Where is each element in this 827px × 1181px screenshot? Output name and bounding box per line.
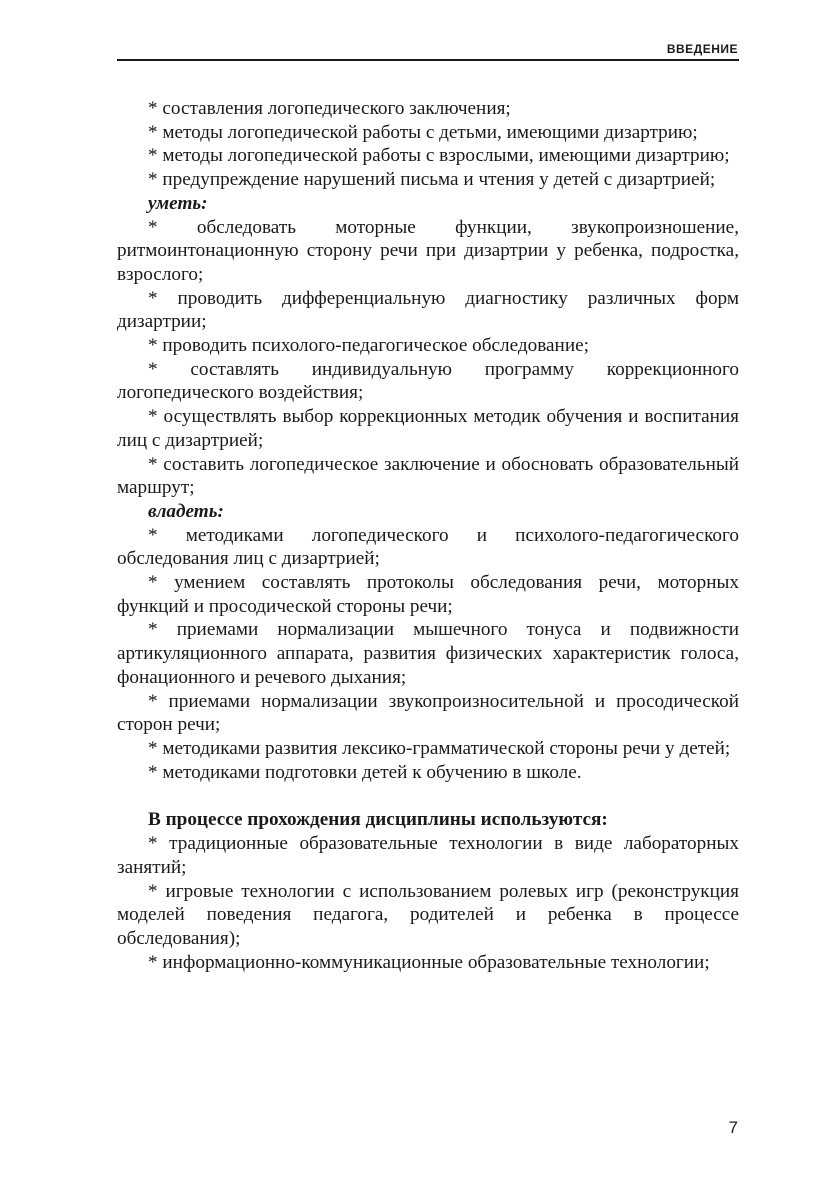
can-heading: уметь:: [148, 192, 208, 214]
can-item: * обследовать моторные функции, звукопроизношение, ритмоинтонационную сторону речи при дизартрии у ребенка, подростка, взрослого;: [117, 216, 739, 285]
master-item: * приемами нормализации звукопроизносительной и просодической сторон речи;: [117, 690, 739, 736]
know-item: * методы логопедической работы с взрослыми, имеющими дизартрию;: [148, 145, 730, 167]
technologies-item: * традиционные образовательные технологии в виде лабораторных занятий;: [117, 833, 739, 878]
master-item: * умением составлять протоколы обследования речи, моторных функций и просодической стороны речи;: [117, 572, 739, 617]
page-body: [117, 97, 739, 974]
can-item: * проводить дифференциальную диагностику различных форм дизартрии;: [117, 287, 739, 333]
master-item: * приемами нормализации мышечного тонуса и подвижности артикуляционного аппарата, развития физических характеристик голоса, фонационного и речевого дыхания;: [117, 619, 739, 688]
master-heading: владеть:: [148, 500, 224, 522]
technologies-item: * информационно-коммуникационные образовательные технологии;: [148, 951, 710, 973]
master-item: * методиками развития лексико-грамматической стороны речи у детей;: [148, 737, 731, 759]
know-item: * предупреждение нарушений письма и чтения у детей с дизартрией;: [148, 169, 716, 191]
know-item: * составления логопедического заключения;: [148, 98, 511, 119]
master-item: * методиками логопедического и психолого-педагогического обследования лиц с дизартрией;: [117, 524, 739, 570]
can-item: * проводить психолого-педагогическое обследование;: [148, 335, 589, 357]
can-item: * составлять индивидуальную программу коррекционного логопедического воздействия;: [117, 358, 739, 404]
technologies-item: * игровые технологии с использованием ролевых игр (реконструкция моделей поведения педагога, родителей и ребенка в процессе обследования);: [117, 880, 739, 949]
technologies-heading: В процессе прохождения дисциплины используются:: [148, 809, 608, 831]
know-item: * методы логопедической работы с детьми, имеющими дизартрию;: [148, 121, 698, 143]
running-head-title: ВВЕДЕНИЕ: [666, 42, 738, 56]
can-item: * осуществлять выбор коррекционных методик обучения и воспитания лиц с дизартрией;: [117, 406, 739, 451]
header-rule: [117, 59, 739, 61]
master-item: * методиками подготовки детей к обучению в школе.: [148, 761, 582, 783]
can-item: * составить логопедическое заключение и обосновать образовательный маршрут;: [117, 453, 739, 499]
page-number: 7: [728, 1118, 738, 1137]
